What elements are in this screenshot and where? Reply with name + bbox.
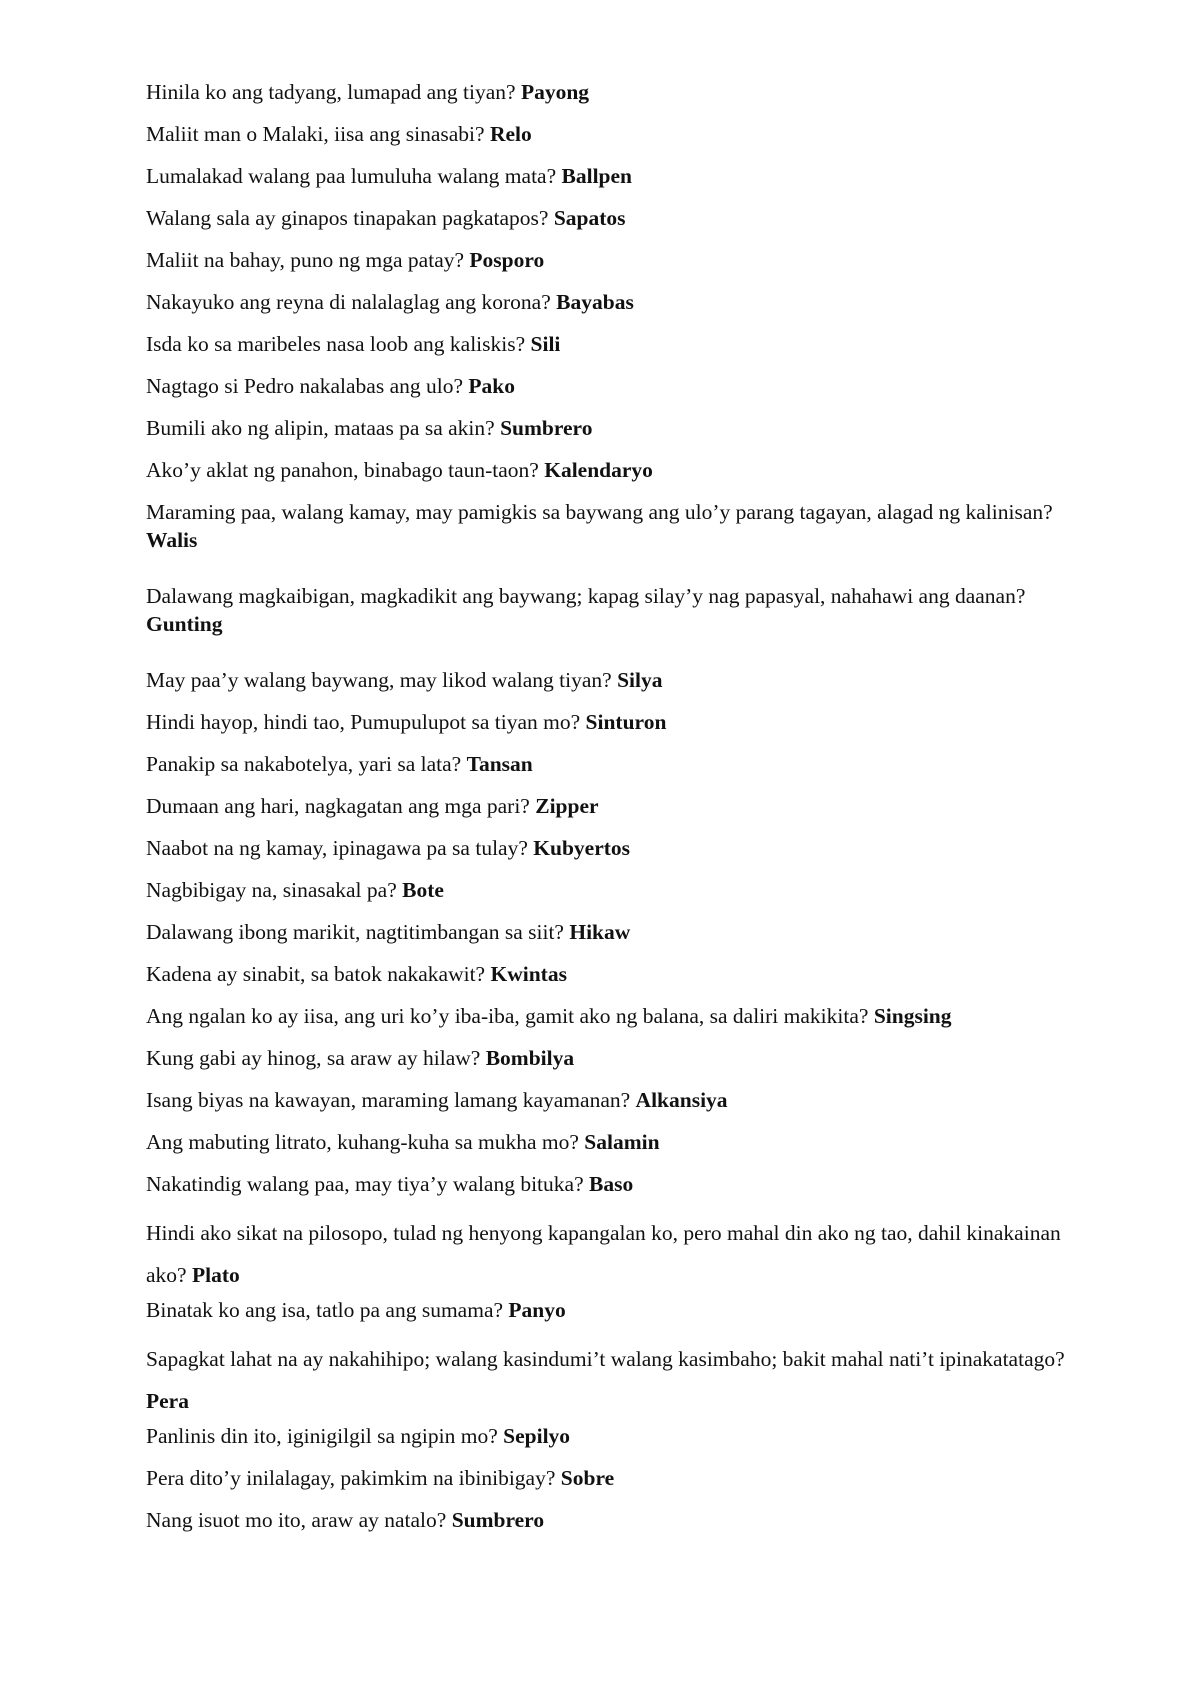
riddle-answer: Bote <box>402 878 444 902</box>
riddle-answer: Walis <box>146 528 198 552</box>
riddle-14 <box>146 708 1066 736</box>
riddle-question: Bumili ako ng alipin, mataas pa sa akin? <box>146 416 495 440</box>
riddle-question: Dumaan ang hari, nagkagatan ang mga pari? <box>146 794 530 818</box>
riddle-answer: Sobre <box>560 1466 615 1490</box>
riddle-question: Hindi hayop, hindi tao, Pumupulupot sa tiyan mo? <box>146 710 581 734</box>
riddle-answer: Plato <box>191 1263 240 1287</box>
riddle-answer: Bombilya <box>485 1046 575 1070</box>
riddle-7 <box>146 330 1066 358</box>
riddle-question: Pera dito’y inilalagay, pakimkim na ibinibigay? <box>146 1466 556 1490</box>
riddle-answer: Sepilyo <box>503 1424 571 1448</box>
riddle-11 <box>146 498 1066 554</box>
riddle-8 <box>146 372 1066 400</box>
riddle-18 <box>146 876 1066 904</box>
riddle-answer: Panyo <box>508 1298 566 1322</box>
riddle-4 <box>146 204 1066 232</box>
riddle-answer: Relo <box>489 122 532 146</box>
riddle-answer: Bayabas <box>556 290 634 314</box>
riddle-13 <box>146 666 1066 694</box>
riddle-answer: Kwintas <box>490 962 567 986</box>
riddle-question: Ang mabuting litrato, kuhang-kuha sa mukha mo? <box>146 1130 579 1154</box>
riddle-answer: Sinturon <box>585 710 667 734</box>
riddle-answer: Kubyertos <box>533 836 631 860</box>
riddle-25 <box>146 1170 1066 1198</box>
riddle-27 <box>146 1296 1066 1324</box>
riddle-1 <box>146 78 1066 106</box>
riddle-question: Panlinis din ito, iginigilgil sa ngipin mo? <box>146 1424 498 1448</box>
riddle-9 <box>146 414 1066 442</box>
riddle-question: Dalawang ibong marikit, nagtitimbangan sa siit? <box>146 920 564 944</box>
riddle-question: Hindi ako sikat na pilosopo, tulad ng henyong kapangalan ko, pero mahal din ako ng tao, dahil kinakainan ako? <box>146 1221 1061 1287</box>
riddle-24 <box>146 1128 1066 1156</box>
riddle-10 <box>146 456 1066 484</box>
riddle-question: Kadena ay sinabit, sa batok nakakawit? <box>146 962 486 986</box>
riddle-question: Naabot na ng kamay, ipinagawa pa sa tulay? <box>146 836 528 860</box>
riddle-15 <box>146 750 1066 778</box>
riddle-question: Walang sala ay ginapos tinapakan pagkatapos? <box>146 206 549 230</box>
riddle-answer: Baso <box>589 1172 634 1196</box>
riddle-answer: Zipper <box>535 794 599 818</box>
riddle-answer: Pera <box>146 1389 189 1413</box>
riddle-answer: Sumbrero <box>451 1508 545 1532</box>
riddle-question: Isda ko sa maribeles nasa loob ang kaliskis? <box>146 332 526 356</box>
riddle-29 <box>146 1422 1066 1450</box>
riddle-answer: Alkansiya <box>635 1088 728 1112</box>
riddle-6 <box>146 288 1066 316</box>
riddle-question: Nakatindig walang paa, may tiya’y walang bituka? <box>146 1172 584 1196</box>
riddle-answer: Kalendaryo <box>544 458 653 482</box>
riddle-question: Nagbibigay na, sinasakal pa? <box>146 878 397 902</box>
riddle-23 <box>146 1086 1066 1114</box>
riddle-question: Nagtago si Pedro nakalabas ang ulo? <box>146 374 464 398</box>
riddle-answer: Sili <box>530 332 561 356</box>
riddle-question: Ako’y aklat ng panahon, binabago taun-taon? <box>146 458 539 482</box>
riddle-question: Lumalakad walang paa lumuluha walang mata? <box>146 164 557 188</box>
riddle-answer: Gunting <box>146 612 223 636</box>
riddle-answer: Pako <box>468 374 515 398</box>
riddle-30 <box>146 1464 1066 1492</box>
riddle-question: May paa’y walang baywang, may likod walang tiyan? <box>146 668 612 692</box>
riddle-31 <box>146 1506 1066 1534</box>
riddle-answer: Sumbrero <box>500 416 593 440</box>
riddle-question: Nakayuko ang reyna di nalalaglag ang korona? <box>146 290 551 314</box>
riddle-2 <box>146 120 1066 148</box>
riddle-answer: Hikaw <box>569 920 631 944</box>
riddle-question: Sapagkat lahat na ay nakahihipo; walang kasindumi’t walang kasimbaho; bakit mahal nati’t ipinakatatago? <box>146 1347 1065 1371</box>
riddle-20 <box>146 960 1066 988</box>
riddle-3 <box>146 162 1066 190</box>
riddle-answer: Ballpen <box>561 164 633 188</box>
riddle-question: Maraming paa, walang kamay, may pamigkis sa baywang ang ulo’y parang tagayan, alagad ng kalinisan? <box>146 500 1053 524</box>
riddle-28 <box>146 1338 1066 1422</box>
riddle-question: Maliit man o Malaki, iisa ang sinasabi? <box>146 122 485 146</box>
riddle-question: Isang biyas na kawayan, maraming lamang kayamanan? <box>146 1088 631 1112</box>
riddle-answer: Payong <box>520 80 590 104</box>
riddle-answer: Tansan <box>466 752 533 776</box>
riddle-26 <box>146 1212 1066 1296</box>
riddle-answer: Posporo <box>469 248 545 272</box>
riddle-question: Ang ngalan ko ay iisa, ang uri ko’y iba-iba, gamit ako ng balana, sa daliri makikita? <box>146 1004 869 1028</box>
riddle-question: Kung gabi ay hinog, sa araw ay hilaw? <box>146 1046 481 1070</box>
riddle-17 <box>146 834 1066 862</box>
riddle-12 <box>146 582 1066 638</box>
riddle-question: Dalawang magkaibigan, magkadikit ang baywang; kapag silay’y nag papasyal, nahahawi ang daanan? <box>146 584 1026 608</box>
riddle-answer: Silya <box>617 668 663 692</box>
riddle-21 <box>146 1002 1066 1030</box>
riddle-22 <box>146 1044 1066 1072</box>
riddle-answer: Salamin <box>584 1130 660 1154</box>
riddle-19 <box>146 918 1066 946</box>
riddle-answer: Singsing <box>873 1004 952 1028</box>
riddle-question: Nang isuot mo ito, araw ay natalo? <box>146 1508 447 1532</box>
riddle-question: Hinila ko ang tadyang, lumapad ang tiyan? <box>146 80 516 104</box>
riddle-question: Panakip sa nakabotelya, yari sa lata? <box>146 752 462 776</box>
riddle-5 <box>146 246 1066 274</box>
riddle-question: Maliit na bahay, puno ng mga patay? <box>146 248 465 272</box>
riddle-16 <box>146 792 1066 820</box>
riddle-question: Binatak ko ang isa, tatlo pa ang sumama? <box>146 1298 504 1322</box>
riddle-answer: Sapatos <box>553 206 626 230</box>
